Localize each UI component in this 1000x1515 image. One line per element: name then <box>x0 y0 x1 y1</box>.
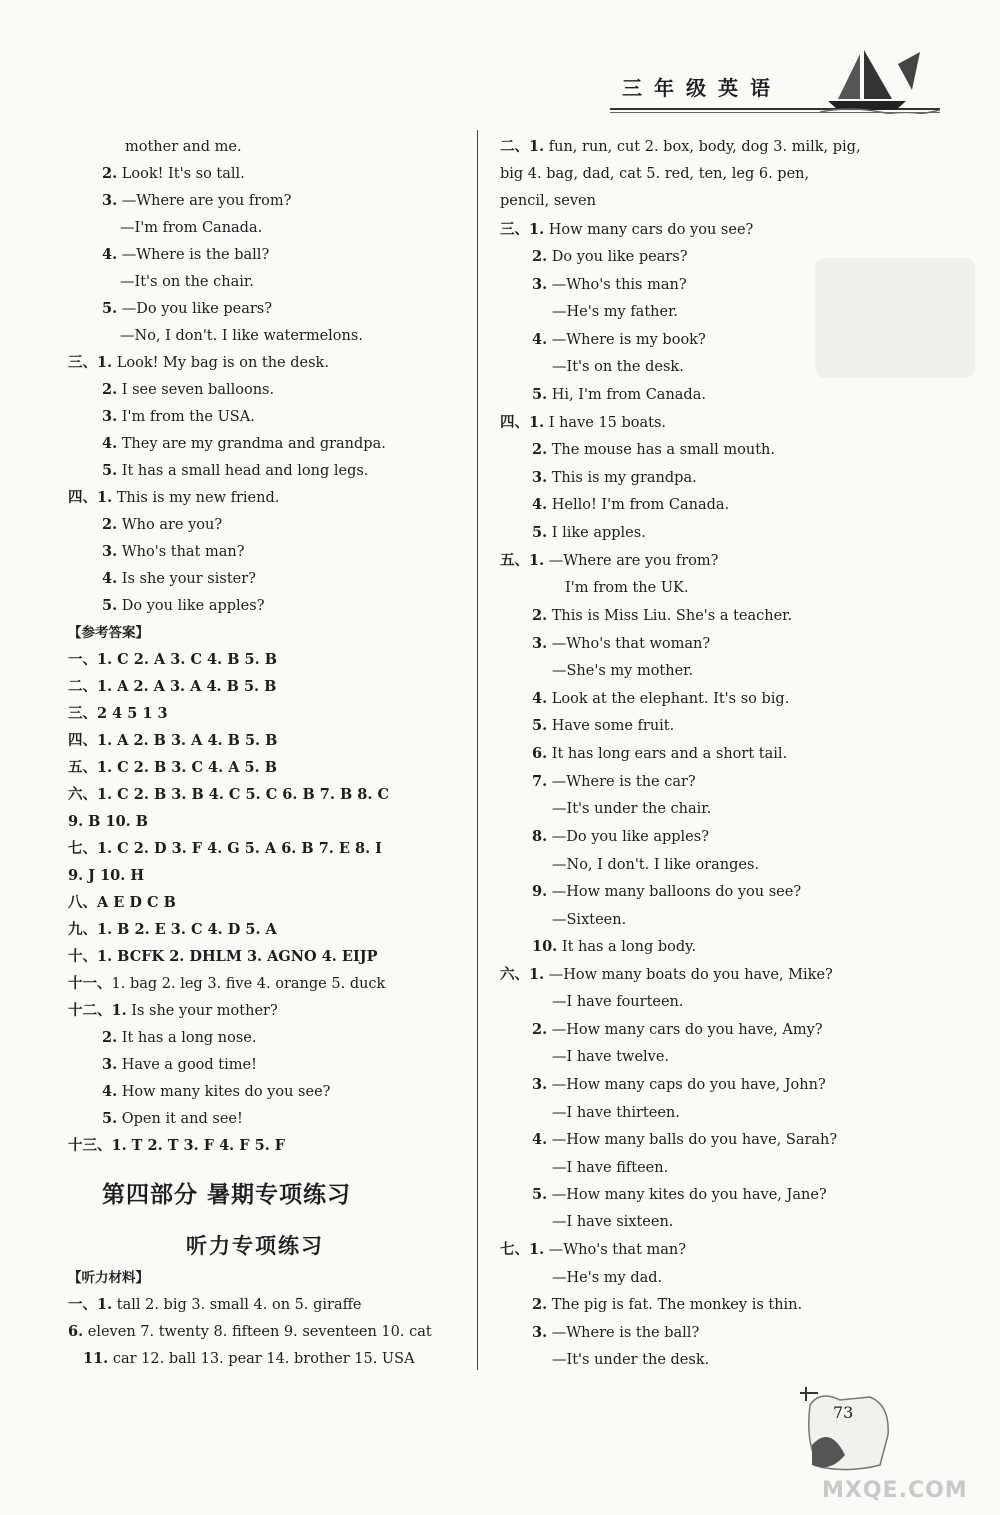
text-line <box>120 326 363 346</box>
text-line <box>565 578 688 598</box>
text-line <box>120 218 262 238</box>
watermark: MXQE.COM <box>822 1478 968 1503</box>
text-line <box>500 965 833 985</box>
item-number: 5. <box>532 717 548 734</box>
item-number: 八、 <box>68 894 97 911</box>
page-corner-decoration-icon <box>800 1385 910 1475</box>
text-line <box>102 434 386 454</box>
text-line <box>532 523 646 543</box>
item-number: 3. <box>102 1056 118 1073</box>
text-line <box>102 596 264 616</box>
item-number: 8. <box>532 828 548 845</box>
item-text: It has a small head and long legs. <box>117 463 369 479</box>
text-line <box>552 799 711 819</box>
item-number: 2. <box>532 1296 548 1313</box>
item-text: 1. C 2. B 3. C 4. A 5. B <box>97 759 277 776</box>
item-number: 3. <box>102 543 118 560</box>
item-number: 四、 <box>68 732 97 749</box>
section-label: 【参考答案】 <box>68 625 149 641</box>
item-text: The pig is fat. The monkey is thin. <box>547 1297 803 1313</box>
text-line <box>102 1028 257 1048</box>
item-text: —He's my dad. <box>552 1270 663 1286</box>
item-text: 2 4 5 1 3 <box>97 705 168 722</box>
item-text: —How many cars do you have, Amy? <box>547 1022 823 1038</box>
item-text: 1. A 2. A 3. A 4. B 5. B <box>97 678 277 695</box>
text-line <box>552 302 678 322</box>
text-line <box>532 1323 699 1343</box>
text-line <box>68 731 277 751</box>
item-text: —Who's that man? <box>544 1242 687 1258</box>
text-line <box>500 164 809 184</box>
text-line <box>68 785 389 805</box>
item-text: —Sixteen. <box>552 912 627 928</box>
item-number: 4. <box>102 1083 118 1100</box>
text-line <box>68 1268 149 1288</box>
item-text: —Do you like pears? <box>117 301 272 317</box>
item-number: 5. <box>102 1110 118 1127</box>
item-text: Hi, I'm from Canada. <box>547 387 706 403</box>
item-text: —It's on the desk. <box>552 359 684 375</box>
item-text: It has long ears and a short tail. <box>547 746 788 762</box>
text-line <box>552 1047 669 1067</box>
text-line <box>102 164 245 184</box>
item-number: 十、 <box>68 948 97 965</box>
page-number: 73 <box>833 1403 854 1422</box>
item-number: 一、 <box>68 651 97 668</box>
text-line <box>102 245 269 265</box>
text-line <box>532 882 801 902</box>
item-number: 3. <box>532 1324 548 1341</box>
text-line <box>552 992 684 1012</box>
item-text: —How many balls do you have, Sarah? <box>547 1132 838 1148</box>
item-text: 1. BCFK 2. DHLM 3. AGNO 4. EIJP <box>97 948 378 965</box>
item-text: How many cars do you see? <box>544 222 754 238</box>
item-number: 2. <box>532 607 548 624</box>
item-text: I'm from the UK. <box>565 580 689 596</box>
section-label: 【听力材料】 <box>68 1270 149 1286</box>
item-text: —She's my mother. <box>552 663 694 679</box>
item-number: 5. <box>102 597 118 614</box>
item-text: 9. B 10. B <box>68 813 149 830</box>
item-number: 六、 <box>68 786 97 803</box>
item-number: 3. <box>532 469 548 486</box>
item-text: Is she your mother? <box>126 1003 278 1019</box>
text-line <box>68 353 329 373</box>
item-text: How many kites do you see? <box>117 1084 331 1100</box>
item-text: —I have fourteen. <box>552 994 684 1010</box>
item-number: 十二、1. <box>68 1002 127 1019</box>
item-text: —Where are you from? <box>544 553 719 569</box>
text-line <box>68 1295 361 1315</box>
text-line <box>532 827 709 847</box>
item-number: 七、 <box>68 840 97 857</box>
text-line <box>532 440 775 460</box>
text-line <box>532 716 674 736</box>
text-line <box>102 380 274 400</box>
item-text: —I have thirteen. <box>552 1105 680 1121</box>
item-number: 三、 <box>68 705 97 722</box>
text-line <box>532 330 706 350</box>
text-line <box>552 855 759 875</box>
item-text: pencil, seven <box>500 193 596 209</box>
item-text: 1. C 2. D 3. F 4. G 5. A 6. B 7. E 8. I <box>97 840 382 857</box>
item-text: Hello! I'm from Canada. <box>547 497 730 513</box>
item-text: A E D C B <box>97 894 176 911</box>
item-text: I like apples. <box>547 525 646 541</box>
item-text: This is Miss Liu. She's a teacher. <box>547 608 793 624</box>
item-text: —I have fifteen. <box>552 1160 669 1176</box>
item-number: 4. <box>102 570 118 587</box>
item-number: 4. <box>102 435 118 452</box>
item-number: 2. <box>102 516 118 533</box>
item-number: 6. <box>68 1323 84 1340</box>
sailboat-icon <box>820 44 940 114</box>
item-text: I'm from the USA. <box>117 409 255 425</box>
text-line <box>532 1185 827 1205</box>
text-line <box>532 247 688 267</box>
text-line <box>68 1136 285 1156</box>
item-text: —Where is the car? <box>547 774 696 790</box>
item-text: —Where is the ball? <box>547 1325 700 1341</box>
item-number: 6. <box>532 745 548 762</box>
item-text: —Who's this man? <box>547 277 687 293</box>
item-text: —Do you like apples? <box>547 829 709 845</box>
text-line <box>68 974 385 994</box>
item-text: mother and me. <box>125 139 242 155</box>
item-text: 1. B 2. E 3. C 4. D 5. A <box>97 921 277 938</box>
item-number: 4. <box>532 496 548 513</box>
item-text: Look! My bag is on the desk. <box>112 355 329 371</box>
text-line <box>68 839 382 859</box>
item-number: 3. <box>102 192 118 209</box>
text-line <box>552 1350 709 1370</box>
header-title: 三年级英语 <box>622 76 782 100</box>
text-line <box>68 893 176 913</box>
text-line <box>68 650 277 670</box>
item-text: Do you like apples? <box>117 598 265 614</box>
item-text: This is my grandpa. <box>547 470 697 486</box>
item-text: eleven 7. twenty 8. fifteen 9. seventeen 10. cat <box>83 1324 432 1340</box>
item-text: It has a long body. <box>557 939 697 955</box>
item-number: 5. <box>102 462 118 479</box>
item-text: car 12. ball 13. pear 14. brother 15. USA <box>108 1351 415 1367</box>
text-line <box>500 220 753 240</box>
text-line <box>83 1349 415 1369</box>
text-line <box>532 495 729 515</box>
text-line <box>532 937 696 957</box>
text-line <box>102 191 291 211</box>
item-text: Have a good time! <box>117 1057 257 1073</box>
item-number: 9. <box>532 883 548 900</box>
item-text: —No, I don't. I like watermelons. <box>120 328 363 344</box>
item-number: 4. <box>102 246 118 263</box>
item-text: They are my grandma and grandpa. <box>117 436 386 452</box>
item-text: It has a long nose. <box>117 1030 257 1046</box>
text-line <box>68 488 279 508</box>
text-line <box>532 772 696 792</box>
item-number: 10. <box>532 938 558 955</box>
item-number: 九、 <box>68 921 97 938</box>
item-number: 十一、 <box>68 975 112 992</box>
item-number: 十三、 <box>68 1137 112 1154</box>
item-number: 七、1. <box>500 1241 545 1258</box>
item-text: Is she your sister? <box>117 571 256 587</box>
text-line <box>552 1103 680 1123</box>
item-number: 2. <box>102 381 118 398</box>
section-subtitle: 听力专项练习 <box>186 1234 324 1258</box>
item-text: Do you like pears? <box>547 249 688 265</box>
column-divider <box>477 130 478 1370</box>
item-number: 5. <box>532 1186 548 1203</box>
item-text: Who's that man? <box>117 544 245 560</box>
text-line <box>102 1082 330 1102</box>
part-title: 第四部分 暑期专项练习 <box>102 1182 352 1208</box>
text-line <box>500 1240 686 1260</box>
item-text: Who are you? <box>117 517 223 533</box>
text-line <box>102 542 245 562</box>
text-line <box>68 1322 432 1342</box>
item-text: I have 15 boats. <box>544 415 667 431</box>
item-text: —It's under the desk. <box>552 1352 710 1368</box>
item-text: —It's on the chair. <box>120 274 254 290</box>
text-line <box>102 299 272 319</box>
text-line <box>500 137 861 157</box>
item-text: I see seven balloons. <box>117 382 275 398</box>
text-line <box>68 920 277 940</box>
text-line <box>102 515 222 535</box>
item-text: —He's my father. <box>552 304 679 320</box>
text-line <box>552 357 684 377</box>
item-number: 4. <box>532 331 548 348</box>
text-line <box>552 661 693 681</box>
text-line <box>532 689 789 709</box>
text-line <box>102 1055 257 1075</box>
item-number: 2. <box>532 248 548 265</box>
text-line <box>125 137 242 157</box>
item-number: 7. <box>532 773 548 790</box>
item-text: The mouse has a small mouth. <box>547 442 775 458</box>
item-number: 五、 <box>68 759 97 776</box>
item-number: 5. <box>532 386 548 403</box>
item-text: —I have sixteen. <box>552 1214 674 1230</box>
item-text: This is my new friend. <box>112 490 280 506</box>
text-line <box>102 407 255 427</box>
item-number: 五、1. <box>500 552 545 569</box>
text-line <box>532 1020 823 1040</box>
item-number: 3. <box>532 1076 548 1093</box>
item-text: 9. J 10. H <box>68 867 145 884</box>
text-line <box>532 1295 802 1315</box>
item-number: 三、1. <box>500 221 545 238</box>
text-line <box>532 1075 826 1095</box>
item-text: big 4. bag, dad, cat 5. red, ten, leg 6. pen, <box>500 166 810 182</box>
item-text: —I have twelve. <box>552 1049 670 1065</box>
item-text: Open it and see! <box>117 1111 243 1127</box>
text-line <box>68 866 144 886</box>
item-text: —How many balloons do you see? <box>547 884 802 900</box>
item-number: 六、1. <box>500 966 545 983</box>
item-number: 三、1. <box>68 354 113 371</box>
item-number: 四、1. <box>500 414 545 431</box>
text-line <box>68 947 377 967</box>
text-line <box>552 910 626 930</box>
item-number: 2. <box>532 1021 548 1038</box>
text-line <box>552 1158 668 1178</box>
text-line <box>532 634 710 654</box>
text-line <box>500 191 596 211</box>
paper-smudge <box>815 258 975 378</box>
item-text: tall 2. big 3. small 4. on 5. giraffe <box>112 1297 362 1313</box>
item-number: 5. <box>102 300 118 317</box>
item-number: 二、1. <box>500 138 545 155</box>
item-text: —Where is the ball? <box>117 247 270 263</box>
item-number: 2. <box>532 441 548 458</box>
item-number: 一、1. <box>68 1296 113 1313</box>
item-number: 2. <box>102 165 118 182</box>
item-text: —No, I don't. I like oranges. <box>552 857 760 873</box>
item-text: 1. C 2. A 3. C 4. B 5. B <box>97 651 277 668</box>
item-text: —Where are you from? <box>117 193 292 209</box>
item-number: 四、1. <box>68 489 113 506</box>
item-number: 4. <box>532 690 548 707</box>
item-text: Look! It's so tall. <box>117 166 245 182</box>
text-line <box>532 606 792 626</box>
text-line <box>68 677 276 697</box>
item-text: —How many kites do you have, Jane? <box>547 1187 827 1203</box>
text-line <box>68 704 168 724</box>
item-number: 二、 <box>68 678 97 695</box>
item-text: Look at the elephant. It's so big. <box>547 691 790 707</box>
item-number: 11. <box>83 1350 109 1367</box>
item-text: Have some fruit. <box>547 718 675 734</box>
item-text: —I'm from Canada. <box>120 220 263 236</box>
text-line <box>552 1212 673 1232</box>
text-line <box>102 1109 243 1129</box>
text-line <box>68 812 148 832</box>
item-number: 3. <box>102 408 118 425</box>
item-number: 2. <box>102 1029 118 1046</box>
item-text: —How many boats do you have, Mike? <box>544 967 833 983</box>
item-text: 1. bag 2. leg 3. five 4. orange 5. duck <box>111 976 386 992</box>
text-line <box>68 758 277 778</box>
text-line <box>500 551 718 571</box>
item-text: —How many caps do you have, John? <box>547 1077 826 1093</box>
item-text: —Who's that woman? <box>547 636 711 652</box>
item-text: fun, run, cut 2. box, body, dog 3. milk, pig, <box>544 139 861 155</box>
item-number: 3. <box>532 635 548 652</box>
text-line <box>102 569 256 589</box>
item-number: 4. <box>532 1131 548 1148</box>
text-line <box>500 413 666 433</box>
text-line <box>532 275 687 295</box>
item-text: 1. A 2. B 3. A 4. B 5. B <box>97 732 278 749</box>
text-line <box>532 468 697 488</box>
text-line <box>68 1001 278 1021</box>
text-line <box>68 623 149 643</box>
text-line <box>532 385 706 405</box>
item-text: —It's under the chair. <box>552 801 712 817</box>
text-line <box>120 272 254 292</box>
item-number: 5. <box>532 524 548 541</box>
text-line <box>552 1268 662 1288</box>
item-text: 1. C 2. B 3. B 4. C 5. C 6. B 7. B 8. C <box>97 786 390 803</box>
item-text: 1. T 2. T 3. F 4. F 5. F <box>111 1137 286 1154</box>
text-line <box>532 1130 837 1150</box>
item-number: 3. <box>532 276 548 293</box>
item-text: —Where is my book? <box>547 332 706 348</box>
text-line <box>102 461 368 481</box>
text-line <box>532 744 787 764</box>
